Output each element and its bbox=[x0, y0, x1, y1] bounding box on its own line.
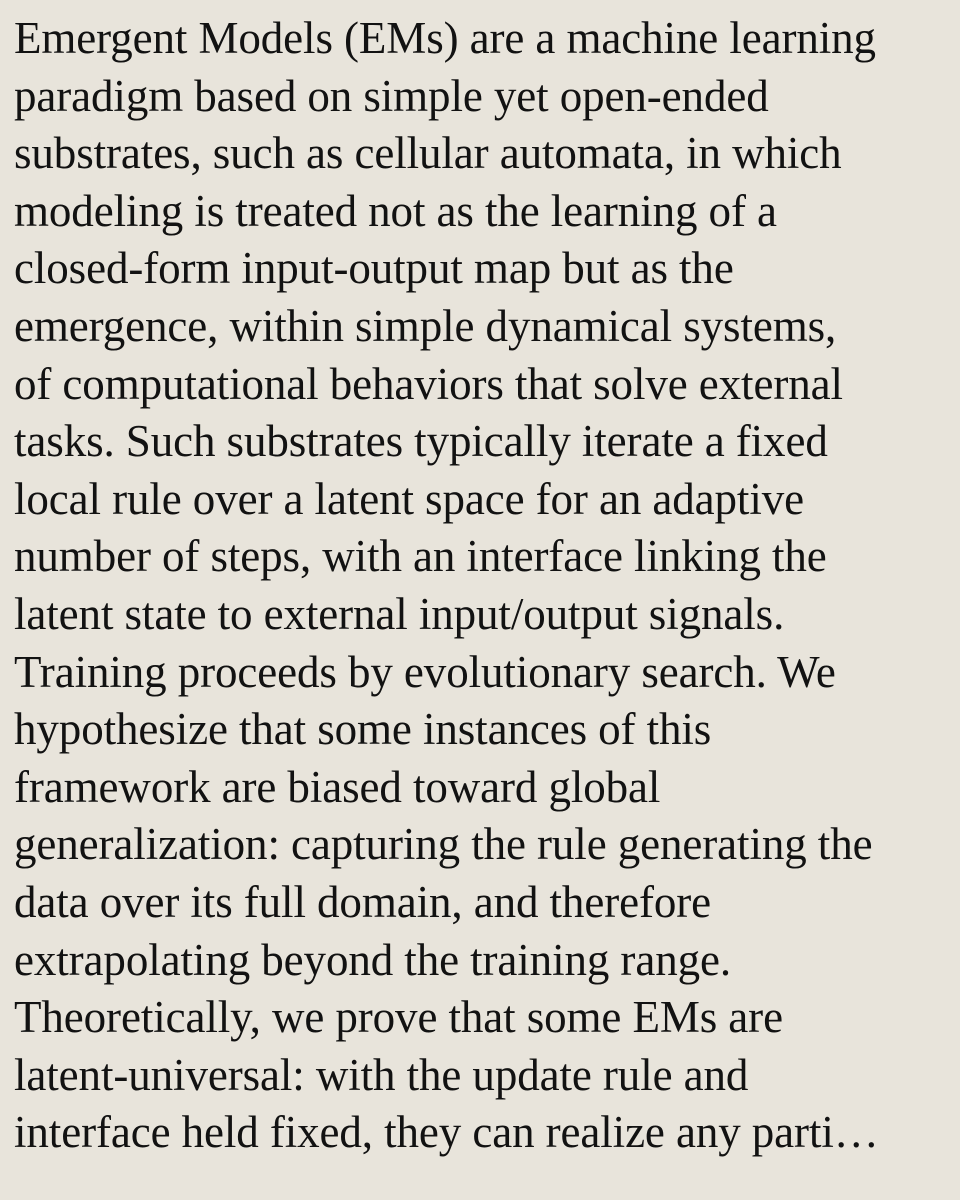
abstract-line: emergence, within simple dynamical systems, bbox=[14, 300, 837, 351]
abstract-line: local rule over a latent space for an adaptive bbox=[14, 473, 804, 524]
abstract-line: Emergent Models (EMs) are a machine learning bbox=[14, 13, 876, 63]
abstract-line: framework are biased toward global bbox=[14, 761, 661, 812]
abstract-line: interface held fixed, they can realize any parti… bbox=[14, 1107, 879, 1158]
abstract-line: paradigm based on simple yet open-ended bbox=[14, 70, 769, 121]
abstract-line: modeling is treated not as the learning of a bbox=[14, 185, 777, 236]
abstract-line: of computational behaviors that solve external bbox=[14, 358, 843, 409]
abstract-line: latent state to external input/output signals. bbox=[14, 588, 785, 639]
abstract-line: hypothesize that some instances of this bbox=[14, 704, 712, 755]
abstract-line: substrates, such as cellular automata, in which bbox=[14, 128, 842, 179]
abstract-text bbox=[14, 10, 948, 1162]
abstract-line: generalization: capturing the rule generating the bbox=[14, 819, 873, 870]
abstract-line: extrapolating beyond the training range. bbox=[14, 934, 732, 985]
abstract-line: tasks. Such substrates typically iterate a fixed bbox=[14, 416, 828, 467]
abstract-line: closed-form input-output map but as the bbox=[14, 243, 734, 294]
abstract-line: number of steps, with an interface linking the bbox=[14, 531, 827, 582]
abstract-line: latent-universal: with the update rule and bbox=[14, 1049, 749, 1100]
abstract-line: Training proceeds by evolutionary search. We bbox=[14, 646, 836, 697]
abstract-line: Theoretically, we prove that some EMs are bbox=[14, 992, 783, 1043]
abstract-line: data over its full domain, and therefore bbox=[14, 876, 711, 927]
